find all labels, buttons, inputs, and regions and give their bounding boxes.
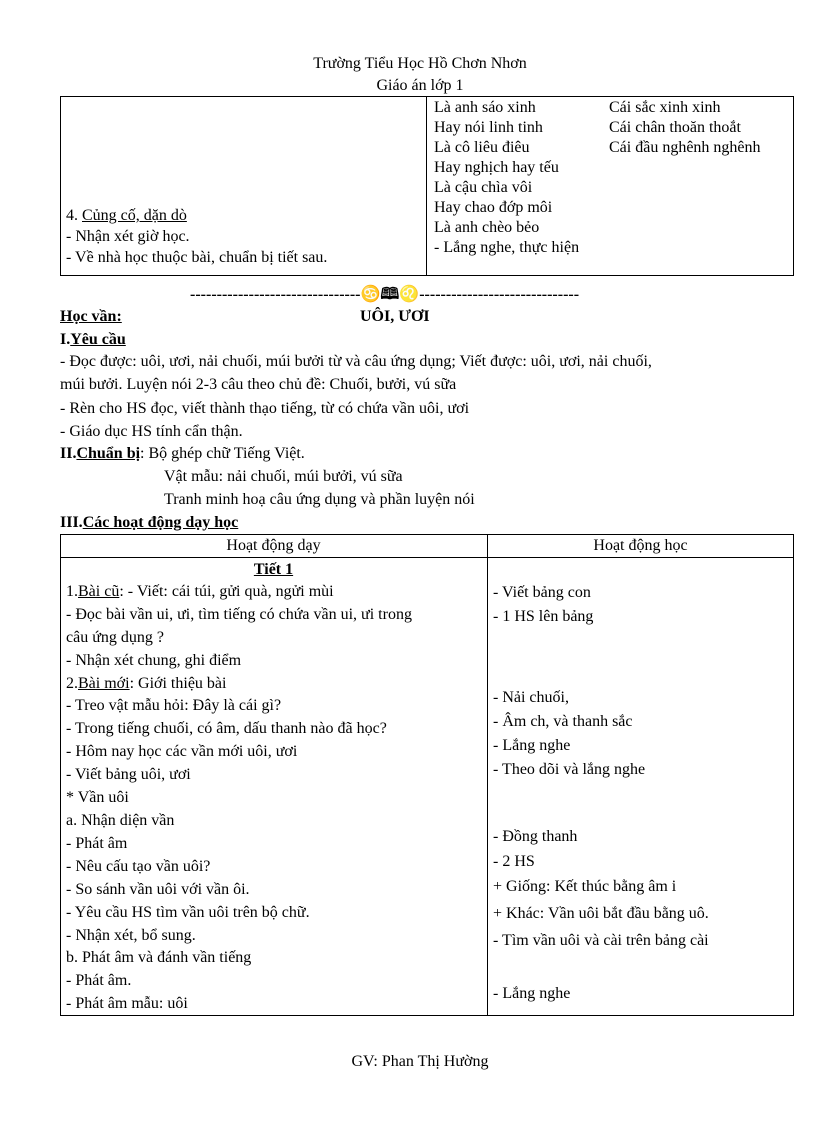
teacher-activity-line: - Phát âm	[66, 835, 128, 852]
teacher-activity-line: - Nhận xét, bổ sung.	[66, 927, 196, 944]
teacher-activity-line: câu ứng dụng ?	[66, 629, 164, 646]
teacher-activity-line: - Nêu cấu tạo vần uôi?	[66, 858, 211, 875]
teacher-activity-line: - Viết bảng uôi, ươi	[66, 766, 191, 783]
teacher-activity-line: - Trong tiếng chuối, có âm, dấu thanh nào đã học?	[66, 720, 387, 737]
requirement-line: múi bưởi. Luyện nói 2-3 câu theo chủ đề: Chuối, bưởi, vú sữa	[60, 376, 457, 393]
teacher-activity-line: * Vần uôi	[66, 789, 129, 806]
subject-label: Học vần:	[60, 308, 122, 325]
section-heading-requirements: I.Yêu cầu	[60, 331, 126, 348]
student-activity-line: - Lắng nghe	[493, 985, 571, 1002]
student-activity-line: + Khác: Vần uôi bắt đầu bằng uô.	[493, 905, 709, 922]
student-activity-line: - Âm ch, và thanh sắc	[493, 713, 633, 730]
separator: --------------------------------♋🕮♌------------------------------	[190, 286, 580, 303]
student-activity-line: - Lắng nghe	[493, 737, 571, 754]
poem-line: - Lắng nghe, thực hiện	[434, 239, 580, 256]
poem-line: Là anh chèo bẻo	[434, 219, 540, 236]
teacher-activity-line: b. Phát âm và đánh vần tiếng	[66, 949, 252, 966]
poem-line: Là anh sáo xinh	[434, 99, 536, 116]
teacher-activity-line: - Phát âm mẫu: uôi	[66, 995, 188, 1012]
review-line: - Về nhà học thuộc bài, chuẩn bị tiết sau.	[66, 249, 328, 266]
teacher-activity-line: - Treo vật mẫu hỏi: Đây là cái gì?	[66, 697, 282, 714]
requirement-line: - Giáo dục HS tính cẩn thận.	[60, 423, 243, 440]
student-activity-line: - 1 HS lên bảng	[493, 608, 594, 625]
top-table-divider	[426, 96, 427, 276]
poem-line: Hay chao đớp môi	[434, 199, 553, 216]
activities-table-header-line	[60, 557, 794, 558]
section-heading-preparation: II.Chuẩn bị: Bộ ghép chữ Tiếng Việt.	[60, 445, 305, 462]
teacher-activity-line: - Phát âm.	[66, 972, 132, 989]
teacher-activity-line: 1.Bài cũ: - Viết: cái túi, gửi quà, ngửi mùi	[66, 583, 334, 600]
student-activity-line: - Đồng thanh	[493, 828, 578, 845]
preparation-line: Vật mẫu: nải chuối, múi bưởi, vú sữa	[164, 468, 403, 485]
poem-line: Là cô liêu điêu	[434, 139, 530, 156]
teacher-activity-line: a. Nhận diện vần	[66, 812, 175, 829]
poem-line: Cái chân thoăn thoắt	[609, 119, 741, 136]
ornament-icon: ♋🕮♌	[360, 286, 420, 303]
requirement-line: - Rèn cho HS đọc, viết thành thạo tiếng, từ có chứa vần uôi, ươi	[60, 400, 470, 417]
student-activity-line: - Tìm vần uôi và cài trên bảng cài	[493, 932, 709, 949]
poem-line: Là cậu chìa vôi	[434, 179, 533, 196]
teacher-activity-line: 2.Bài mới: Giới thiệu bài	[66, 675, 227, 692]
teacher-activity-line: - Nhận xét chung, ghi điểm	[66, 652, 242, 669]
student-activity-line: - Nải chuối,	[493, 689, 569, 706]
teacher-activity-line: - Hôm nay học các vần mới uôi, ươi	[66, 743, 298, 760]
poem-line: Cái đầu nghênh nghênh	[609, 139, 761, 156]
teacher-activity-line: - So sánh vần uôi với vần ôi.	[66, 881, 250, 898]
review-line: - Nhận xét giờ học.	[66, 228, 190, 245]
section-heading-activities: III.Các hoạt động dạy học	[60, 514, 239, 531]
col-header-teacher: Hoạt động dạy	[226, 537, 321, 554]
lesson-plan-grade: Giáo án lớp 1	[376, 77, 464, 94]
preparation-line: Tranh minh hoạ câu ứng dụng và phần luyện nói	[164, 491, 475, 508]
student-activity-line: - 2 HS	[493, 853, 535, 870]
student-activity-line: + Giống: Kết thúc bằng âm i	[493, 878, 677, 895]
student-activity-line: - Viết bảng con	[493, 584, 591, 601]
teacher-activity-line: - Yêu cầu HS tìm vần uôi trên bộ chữ.	[66, 904, 310, 921]
teacher-activity-line: - Đọc bài vần ui, ưi, tìm tiếng có chứa vần ui, ưi trong	[66, 606, 412, 623]
period-label: Tiết 1	[253, 561, 294, 578]
requirement-line: - Đọc được: uôi, ươi, nải chuối, múi bưởi từ và câu ứng dụng; Viết được: uôi, ươi, nải chuối,	[60, 353, 652, 370]
poem-line: Cái sắc xinh xinh	[609, 99, 721, 116]
review-section-title: 4. Củng cố, dặn dò	[66, 207, 187, 224]
poem-line: Hay nghịch hay tếu	[434, 159, 559, 176]
school-name: Trường Tiểu Học Hồ Chơn Nhơn	[313, 55, 527, 72]
poem-line: Hay nói linh tinh	[434, 119, 543, 136]
activities-table-divider	[487, 534, 488, 1016]
teacher-name-footer: GV: Phan Thị Hường	[351, 1053, 489, 1070]
student-activity-line: - Theo dõi và lắng nghe	[493, 761, 646, 778]
col-header-student: Hoạt động học	[593, 537, 688, 554]
lesson-title: UÔI, ƯƠI	[360, 308, 430, 325]
